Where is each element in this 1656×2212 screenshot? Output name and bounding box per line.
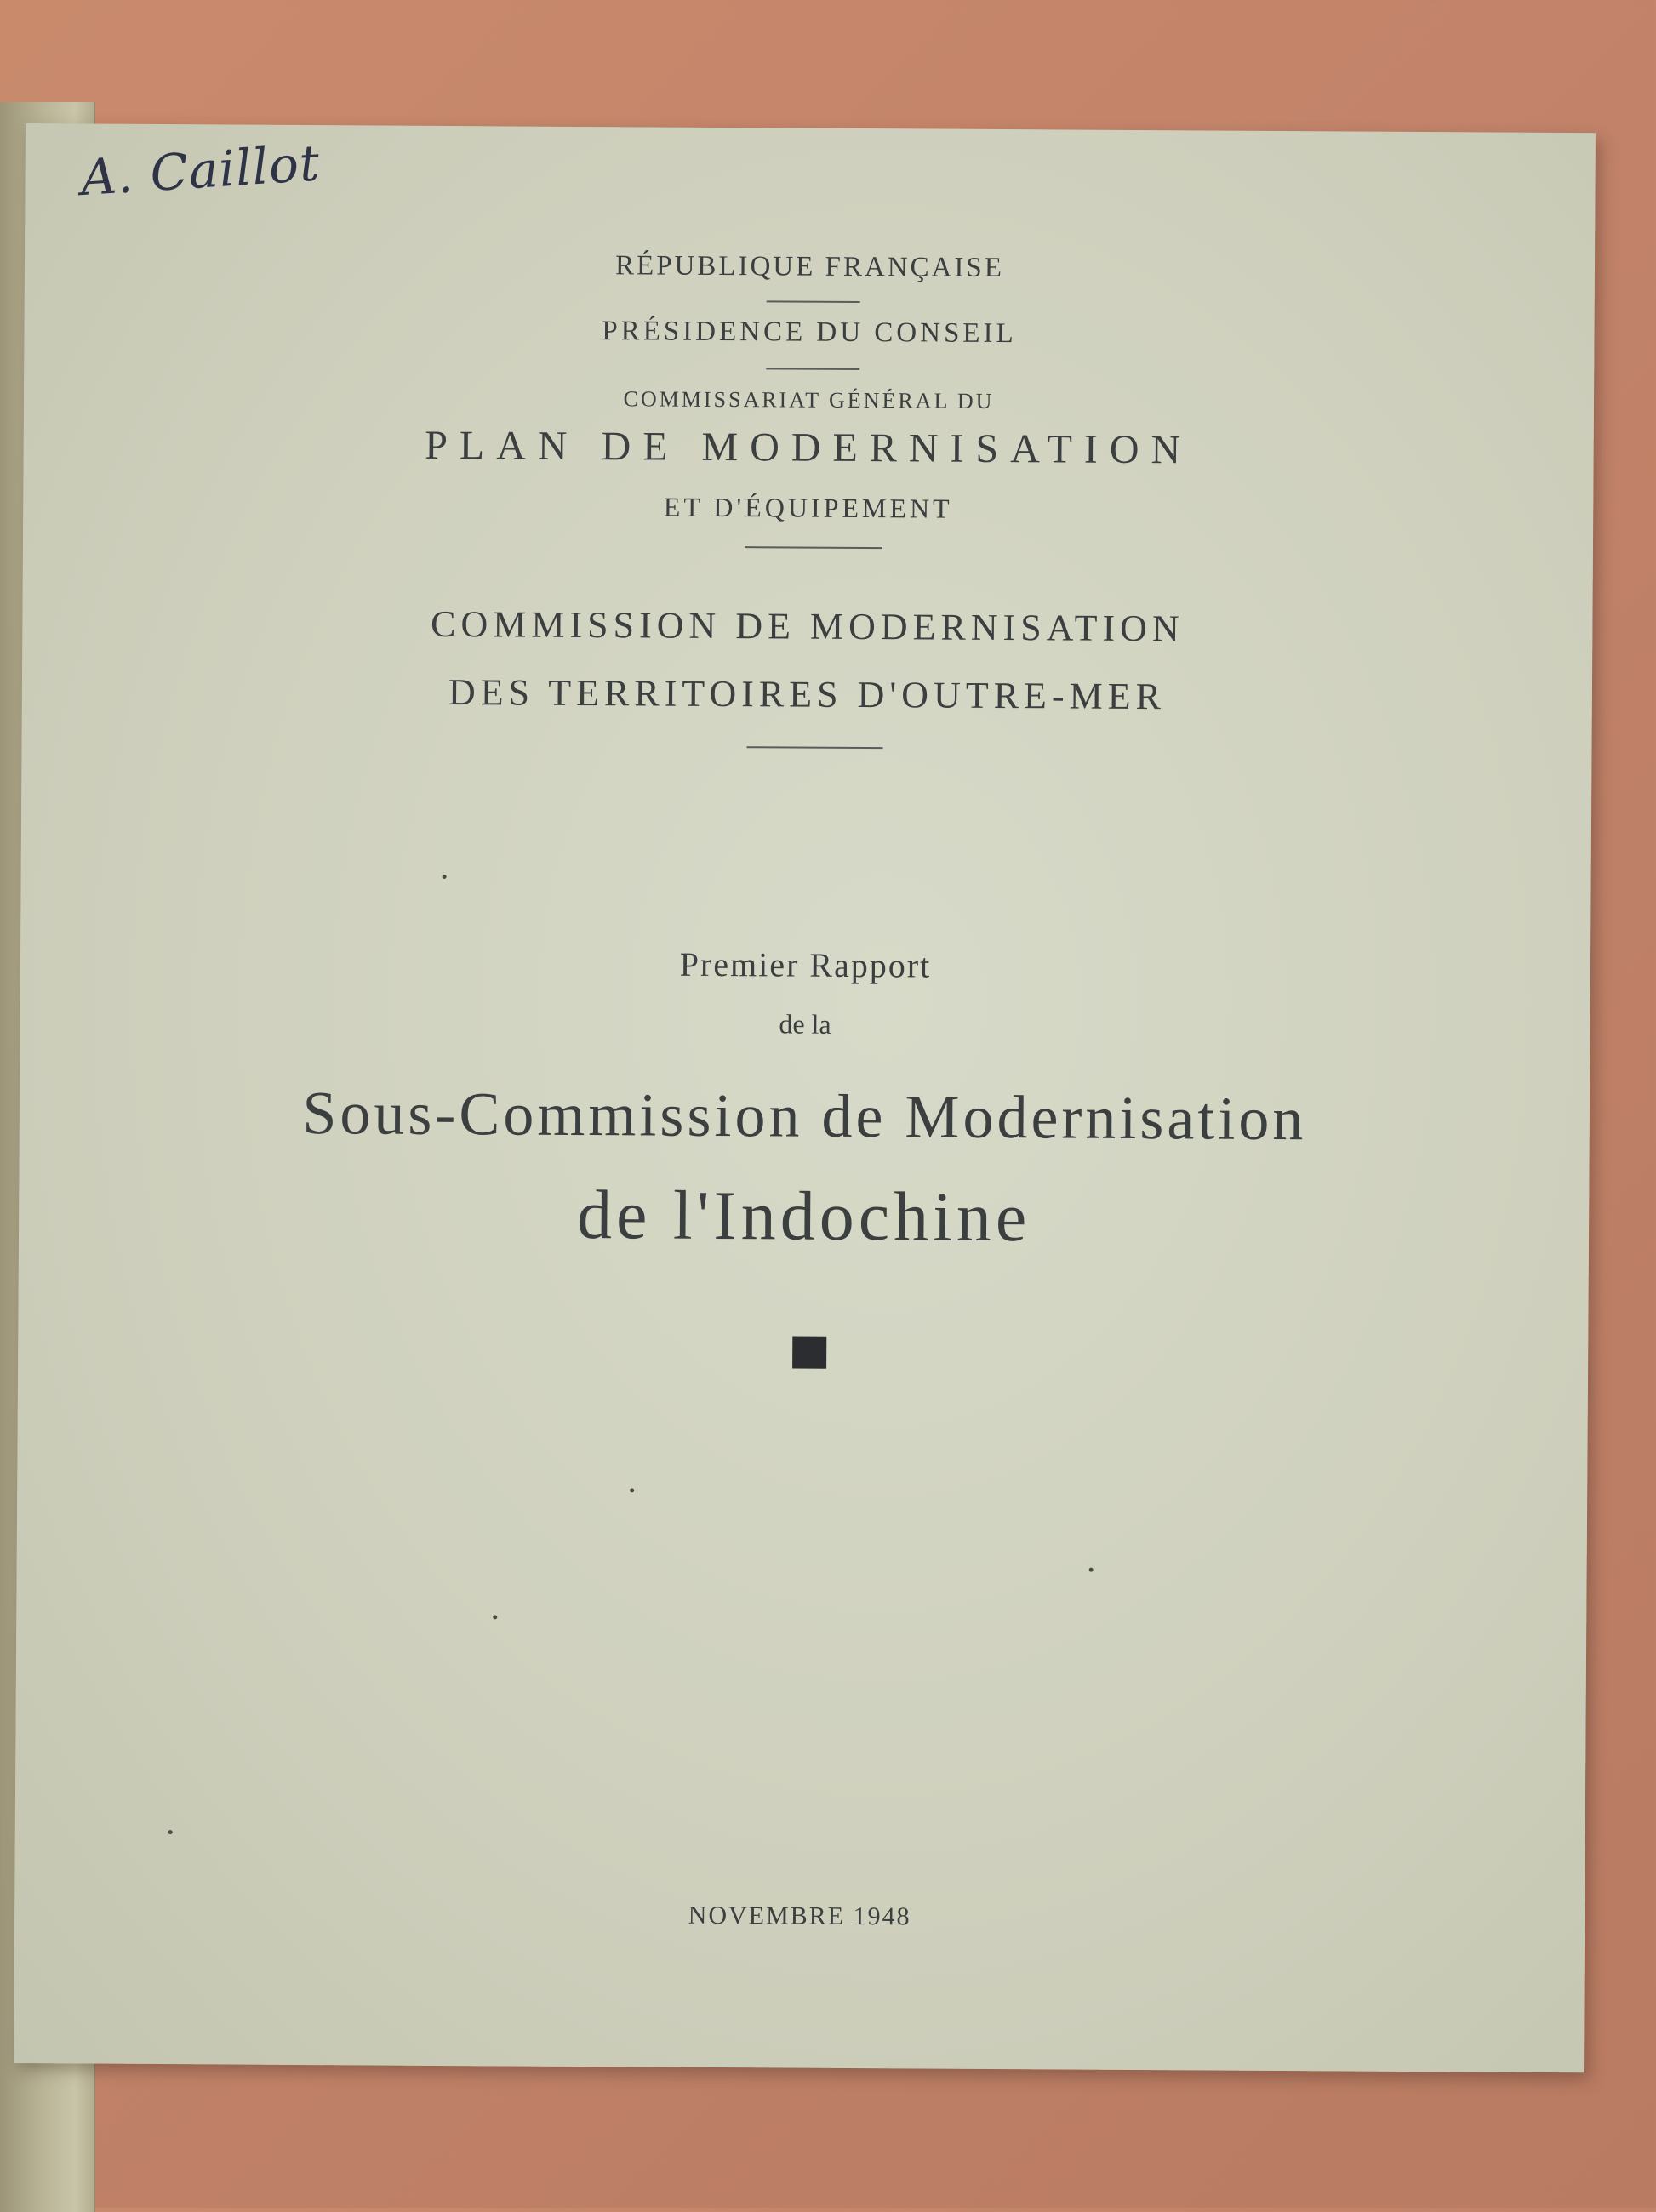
paper-speck bbox=[443, 875, 447, 879]
ornament-square bbox=[792, 1337, 826, 1369]
title-page bbox=[14, 123, 1596, 2072]
region-title: de l'Indochine bbox=[576, 1175, 1031, 1257]
publication-date: NOVEMBRE 1948 bbox=[688, 1901, 911, 1931]
paper-speck bbox=[1089, 1568, 1094, 1572]
divider-rule bbox=[767, 300, 860, 303]
equipment-heading: ET D'ÉQUIPEMENT bbox=[663, 491, 953, 524]
paper-speck bbox=[630, 1488, 634, 1492]
divider-rule bbox=[766, 368, 859, 370]
report-label: Premier Rapport bbox=[679, 944, 932, 985]
paper-speck bbox=[493, 1615, 497, 1619]
presidency-heading: PRÉSIDENCE DU CONSEIL bbox=[602, 316, 1017, 350]
handwritten-signature: A. Caillot bbox=[78, 134, 323, 208]
commissariat-heading: COMMISSARIAT GÉNÉRAL DU bbox=[623, 386, 995, 413]
paper-speck bbox=[168, 1830, 173, 1834]
commission-title-line2: DES TERRITOIRES D'OUTRE-MER bbox=[448, 671, 1167, 718]
subcommission-title: Sous-Commission de Modernisation bbox=[302, 1079, 1307, 1154]
divider-rule bbox=[747, 746, 883, 749]
divider-rule bbox=[745, 546, 882, 549]
republic-heading: RÉPUBLIQUE FRANÇAISE bbox=[614, 250, 1005, 284]
commission-title-line1: COMMISSION DE MODERNISATION bbox=[430, 602, 1185, 650]
report-connector: de la bbox=[779, 1008, 831, 1040]
plan-heading: PLAN DE MODERNISATION bbox=[425, 422, 1193, 473]
